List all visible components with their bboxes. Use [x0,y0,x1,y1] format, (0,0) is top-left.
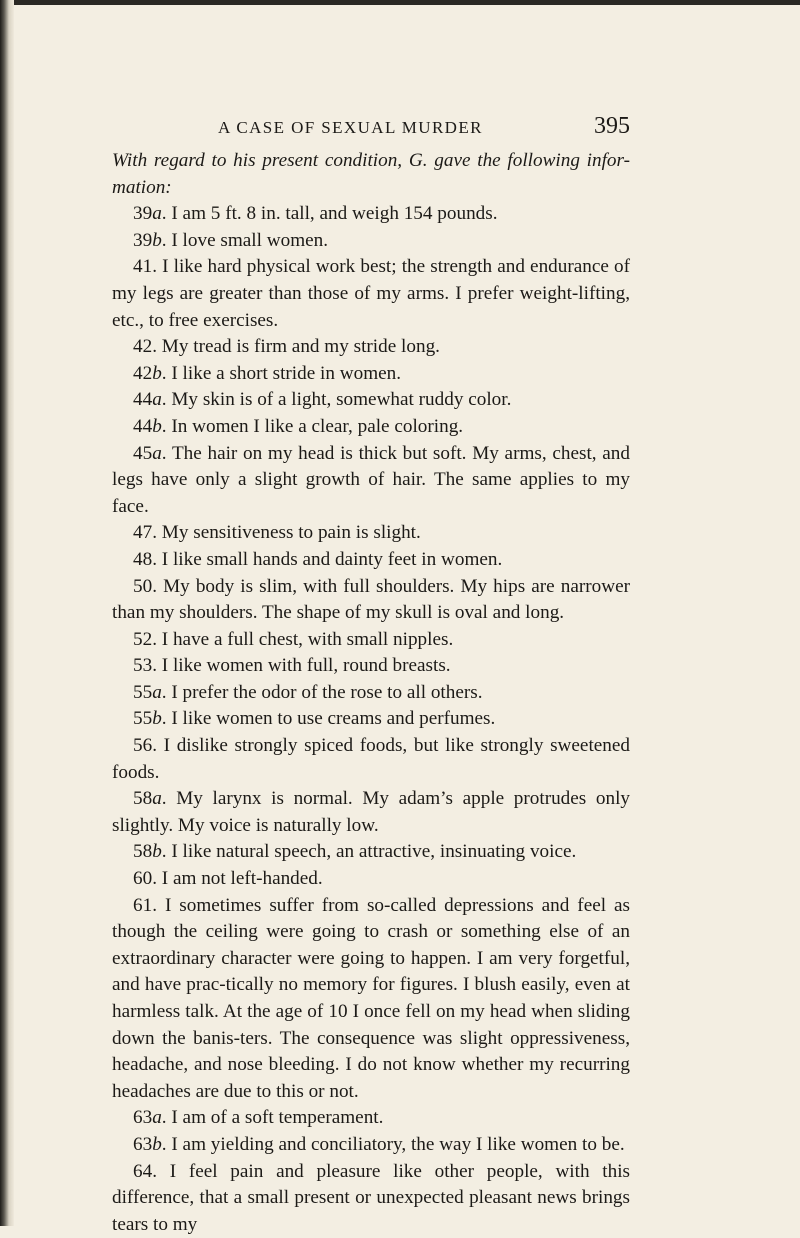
paragraph-number-digits: 50. [133,575,157,597]
paragraph-number [133,868,157,889]
numbered-paragraph [112,1105,630,1132]
paragraph-text: I am yielding and conciliatory, the way I like women to be. [171,1133,625,1155]
numbered-paragraph [112,201,630,228]
paragraph-text: I prefer the odor of the rose to all others. [171,681,483,703]
numbered-paragraph [112,786,630,839]
paragraph-text: I like small hands and dainty feet in women. [161,548,503,570]
paragraph-text: I like a short stride in women. [171,362,402,384]
paragraph-text: My skin is of a light, somewhat ruddy color. [171,389,512,411]
numbered-paragraph [112,1132,630,1159]
page-top-edge [0,0,800,5]
paragraph-number [133,549,157,570]
paragraph-number [133,336,157,357]
paragraph-number-digits: 39 [133,203,153,225]
paragraph-number: 58b. [133,841,167,863]
paragraph-text: The hair on my head is thick but soft. My arms, chest, and legs have only a slight growth of hair. The same applies to my face. [112,442,630,517]
running-title: A CASE OF SEXUAL MURDER [218,118,483,137]
paragraph-text: I am not left-handed. [161,868,323,890]
paragraph-number-suffix: a [152,203,162,225]
numbered-paragraph [112,1159,630,1238]
paragraph-number-digits: 45 [133,442,153,464]
numbered-paragraph [112,706,630,733]
paragraph-text: I have a full chest, with small nipples. [161,628,454,650]
paragraph-text: I love small women. [171,229,329,251]
paragraph-number-digits: 42. [133,336,157,358]
paragraph-number-digits: 56. [133,735,157,757]
paragraph-number-digits: 42 [133,362,153,384]
paragraph-number-digits: 63 [133,1107,153,1129]
numbered-paragraph [112,387,630,414]
page-number: 395 [594,113,630,139]
paragraph-number-suffix: b [152,1133,162,1155]
paragraph-number: 42b. [133,362,167,384]
paragraph-number-digits: 48. [133,548,157,570]
numbered-paragraph [112,361,630,388]
paragraph-number-suffix: b [152,841,162,863]
book-gutter-shadow [0,0,14,1226]
paragraph-text: My body is slim, with full shoulders. My hips are narrower than my shoulders. The shape of my skull is oval and long. [112,575,631,624]
paragraph-number [133,629,157,650]
numbered-paragraph [112,441,630,521]
numbered-paragraph [112,520,630,547]
paragraph-number-digits: 41. [133,256,157,278]
paragraph-number-suffix: b [152,708,162,730]
numbered-paragraph [112,574,630,627]
paragraph-number-digits: 44 [133,389,153,411]
paragraph-number: 44a. [133,389,167,411]
paragraph-text: My tread is firm and my stride long. [161,336,440,358]
paragraph-number: 55b. [133,708,167,730]
paragraph-number-digits: 52. [133,628,157,650]
paragraph-text: I like natural speech, an attractive, insinuating voice. [171,841,577,863]
numbered-paragraph [112,653,630,680]
numbered-paragraph [112,627,630,654]
numbered-paragraph [112,866,630,893]
paragraph-number: 39a. [133,203,167,225]
paragraph-text: I like women with full, round breasts. [161,655,451,677]
paragraph-number-suffix: b [152,229,162,251]
paragraph-number: 55a. [133,681,167,703]
paragraph-text: I am 5 ft. 8 in. tall, and weigh 154 pounds. [171,203,498,225]
paragraph-number [133,522,157,543]
paragraph-number [133,895,157,916]
paragraph-number: 45a. [133,442,167,464]
numbered-paragraph [112,414,630,441]
paragraph-number: 63a. [133,1107,167,1129]
numbered-paragraph [112,228,630,255]
paragraph-text: My sensitiveness to pain is slight. [161,522,421,544]
paragraph-number-digits: 64. [133,1160,157,1182]
paragraph-number: 39b. [133,229,167,251]
paragraph-number-digits: 61. [133,894,157,916]
paragraph-number-digits: 58 [133,788,153,810]
paragraph-number-digits: 55 [133,681,153,703]
numbered-paragraph [112,334,630,361]
paragraph-text: I am of a soft temperament. [171,1107,384,1129]
numbered-paragraphs [112,201,630,1238]
paragraph-text: I dislike strongly spiced foods, but like strongly sweetened foods. [112,735,630,783]
paragraph-number-suffix: b [152,415,162,437]
paragraph-number-digits: 63 [133,1133,153,1155]
paragraph-number-suffix: a [152,389,162,411]
paragraph-number: 44b. [133,415,167,437]
intro-line: With regard to his present condition, G. gave the following infor-mation: [112,150,630,198]
paragraph-number-digits: 44 [133,415,153,437]
numbered-paragraph [112,680,630,707]
paragraph-text: I sometimes suffer from so-called depressions and feel as though the ceiling were going to crash or something else of an extraordinary character were going to happen. I am very forgetful, and have prac-tically no memory for figures. I blush easily, even at harmless talk. At the age of 10 I once fell on my head when sliding down the banis-ters. The consequence was slight oppressiveness, headache, and nose bleeding. I do not know whether my recurring headaches are due to this or not. [112,894,631,1102]
paragraph-text: I like hard physical work best; the strength and endurance of my legs are greater than those of my arms. I prefer weight-lifting, etc., to free exercises. [112,256,630,331]
paragraph-text: I like women to use creams and perfumes. [171,708,496,730]
paragraph-text: My larynx is normal. My adam’s apple protrudes only slightly. My voice is naturally low. [112,788,630,836]
paragraph-number-digits: 58 [133,841,153,863]
numbered-paragraph [112,547,630,574]
paragraph-number-digits: 53. [133,655,157,677]
paragraph-number: 58a. [133,788,167,810]
numbered-paragraph [112,254,630,334]
paragraph-number-suffix: a [152,788,162,810]
paragraph-number-digits: 39 [133,229,153,251]
paragraph-number-digits: 60. [133,868,157,890]
paragraph-number-suffix: b [152,362,162,384]
paragraph-text: I feel pain and pleasure like other people, with this difference, that a small present or unexpected pleasant news brings tears to my [112,1160,631,1235]
numbered-paragraph [112,893,630,1106]
paragraph-text: In women I like a clear, pale coloring. [171,415,464,437]
running-head [112,113,630,148]
paragraph-number [133,576,157,597]
paragraph-number [133,735,157,756]
paragraph-number-digits: 47. [133,522,157,544]
book-page [112,113,631,1238]
paragraph-number-suffix: a [152,1107,162,1129]
paragraph-number: 63b. [133,1133,167,1155]
numbered-paragraph [112,733,630,786]
paragraph-number-suffix: a [152,681,162,703]
paragraph-number-suffix: a [152,442,162,464]
numbered-paragraph [112,839,630,866]
paragraph-number [133,256,157,277]
paragraph-number-digits: 55 [133,708,153,730]
paragraph-number [133,1161,157,1182]
paragraph-number [133,655,157,676]
